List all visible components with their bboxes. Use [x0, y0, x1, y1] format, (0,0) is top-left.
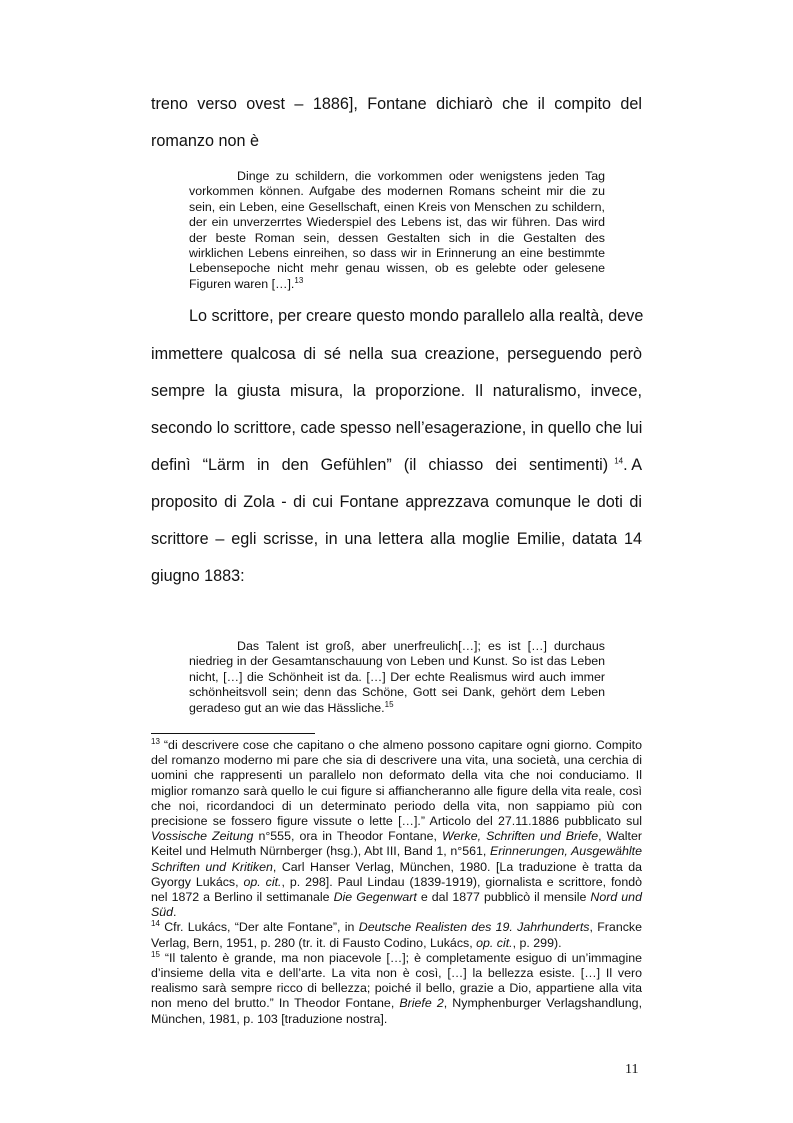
block-quote-zola-letter	[189, 639, 605, 716]
footnote-text: , Carl Hanser Verlag, München, 1980. [La traduzione è tratta da Gyorgy Lukács,	[151, 859, 642, 889]
footnote-italic: op. cit.	[476, 935, 513, 950]
body-text-line: sempre la giusta misura, la proporzione. Il naturalismo, invece,	[151, 382, 642, 400]
footnote-ref-14[interactable]: 14	[614, 456, 624, 466]
footnote-number: 14	[151, 919, 160, 929]
footnote-text: , p. 299).	[512, 935, 562, 950]
quote-text: Das Talent ist groß, aber unerfreulich[…]; es ist […] durchaus niedrieg in der Gesamtanschauung von Leben und Kunst. So ist das Leben nicht, […] die Schönheit ist da. […] Der echte Realismus wird auch immer schönheitsvoll sein; denn das Schöne, Gott sei Dank, gehört dem Leben geradeso gut an wie das Hässliche.	[189, 639, 605, 715]
footnote-text: , Francke Verlag, Bern, 1951, p. 280 (tr. it. di Fausto Codino, Lukács,	[151, 920, 642, 950]
body-text-line: giugno 1883:	[151, 567, 245, 585]
footnote-italic: Vossische Zeitung	[151, 829, 254, 844]
footnote-italic: Nord und Süd	[151, 890, 642, 920]
block-quote-fontane-roman	[189, 169, 605, 292]
footnote-text: “Il talento è grande, ma non piacevole […]; è completamente esiguo di un’immagine d’insieme della vita e dell’arte. La vita non è così, […] la bellezza esiste. […] Il vero realismo sarà sempre ricco di bellezza; poiché il bello, grazie a Dio, appartiene alla vita non meno del brutto.” In Theodor Fontane,	[151, 950, 642, 1011]
body-text-line-with-ref	[151, 455, 642, 475]
footnote-text: e dal 1877 pubblicò il mensile	[416, 890, 591, 905]
footnote-italic: op. cit.	[243, 874, 282, 889]
page-number: 11	[625, 1062, 639, 1077]
footnote-text: “di descrivere cose che capitano o che almeno possono capitare ogni giorno. Compito del romanzo moderno mi pare che sia di descrivere una vita, una società, una cerchia di uomini che rappresenti un parallelo non deformato della vita che noi conduciamo. Il miglior romanzo sarà quello le cui figure si affiancheranno alle figure della vita reale, così che noi, ricordandoci di un determinato periodo della vita, non sappiamo più con precisione se fossero figure vissute o lette […].” Articolo del 27.11.1886 pubblicato sul	[151, 738, 642, 829]
footnote-italic: Briefe 2	[399, 996, 444, 1011]
footnote-number: 13	[151, 736, 160, 746]
body-text-segment: definì “Lärm in den Gefühlen” (il chiasso dei sentimenti)	[151, 456, 609, 474]
body-text-line: romanzo non è	[151, 132, 259, 150]
footnote-ref-15[interactable]: 15	[384, 699, 394, 709]
footnote-text: , Walter Keitel und Helmuth Nürnberger (hsg.), Abt III, Band 1, n°561,	[151, 829, 642, 859]
body-text-line: Lo scrittore, per creare questo mondo parallelo alla realtà, deve	[189, 307, 644, 325]
footnote-ref-13[interactable]: 13	[294, 275, 304, 285]
quote-text: Dinge zu schildern, die vorkommen oder wenigstens jeden Tag vorkommen können. Aufgabe des modernen Romans scheint mir die zu sein, ein Leben, eine Gesellschaft, einen Kreis von Menschen zu schildern, der ein unverzerrtes Wiederspiel des Lebens ist, das wir führen. Das wird der beste Roman sein, dessen Gestalten sich in die Gestalten des wirklichen Lebens einreihen, so dass wir in Erinnerung an eine bestimmte Lebensepoche nicht mehr genau wissen, ob es gelebte oder gelesene Figuren waren […].	[189, 169, 605, 291]
footnote-number: 15	[151, 949, 160, 959]
footnote-italic: Deutsche Realisten des 19. Jahrhunderts	[358, 920, 590, 935]
footnote-14	[151, 920, 642, 950]
body-text-line: proposito di Zola - di cui Fontane apprezzava comunque le doti di	[151, 493, 642, 511]
footnotes	[151, 738, 642, 1027]
body-text-line: secondo lo scrittore, cade spesso nell’esagerazione, in quello che lui	[151, 419, 643, 437]
body-text-line: immettere qualcosa di sé nella sua creazione, perseguendo però	[151, 345, 642, 363]
footnote-13	[151, 738, 642, 920]
footnote-italic: Werke, Schriften und Briefe	[442, 829, 599, 844]
footnote-italic: Die Gegenwart	[333, 890, 417, 905]
footnote-separator	[151, 733, 315, 734]
footnote-15	[151, 951, 642, 1027]
body-text-line: scrittore – egli scrisse, in una lettera alla moglie Emilie, datata 14	[151, 530, 642, 548]
body-text-line: treno verso ovest – 1886], Fontane dichiarò che il compito del	[151, 95, 642, 113]
body-text-tail: . A	[623, 456, 642, 474]
footnote-text: Cfr. Lukács, “Der alte Fontane”, in	[159, 920, 359, 935]
footnote-text: .	[173, 905, 177, 920]
footnote-italic: Erinnerungen, Ausgewählte Schriften und Kritiken	[151, 844, 642, 874]
footnote-text: , p. 298]. Paul Lindau (1839-1919), giornalista e scrittore, fondò nel 1872 a Berlino il settimanale	[151, 874, 642, 905]
footnote-text: n°555, ora in Theodor Fontane,	[253, 829, 443, 844]
footnote-text: , Nymphenburger Verlagshandlung, München, 1981, p. 103 [traduzione nostra].	[151, 996, 643, 1026]
body-text-segment	[614, 455, 642, 475]
